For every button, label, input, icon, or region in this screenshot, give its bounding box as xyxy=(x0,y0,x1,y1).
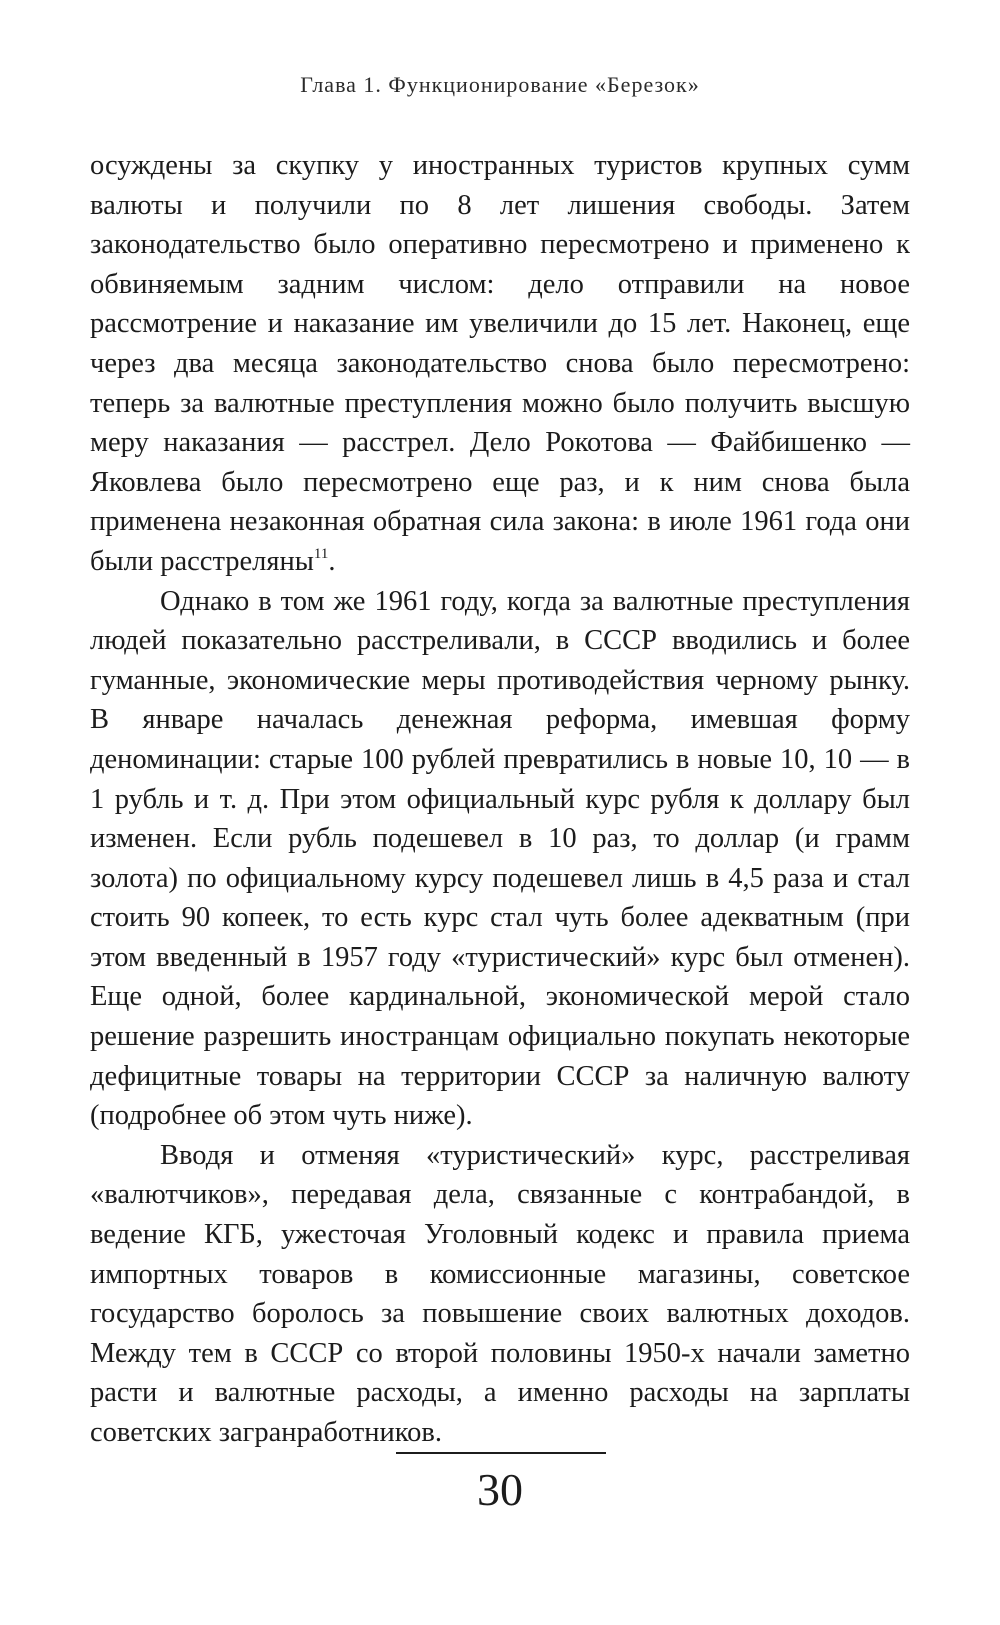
body-text xyxy=(90,146,910,1453)
folio-rule xyxy=(396,1452,606,1454)
paragraph-tail: . xyxy=(328,545,336,577)
running-head: Глава 1. Функционирование «Березок» xyxy=(300,72,700,97)
paragraph-text: осуждены за скупку у иностранных туристов крупных сумм валюты и получили по 8 лет лишения свободы. Затем законодательство было оперативно пересмотрено и применено к обвиняемым задним числом: дело отправили на новое рассмотрение и наказание им увеличили до 15 лет. Наконец, еще через два месяца законодательство снова было пересмотрено: теперь за валютные преступления можно было получить высшую меру наказания — расстрел. Дело Рокотова — Файбишенко — Яковлева было пересмотрено еще раз, и к ним снова была применена незаконная обратная сила закона: в июле 1961 года они были расстреляны xyxy=(90,150,910,577)
paragraph: Вводя и отменяя «туристический» курс, расстреливая «валютчиков», передавая дела, связанные с контрабандой, в ведение КГБ, ужесточая Уголовный кодекс и правила приема импортных товаров в комиссионные магазины, советское государство боролось за повышение своих валютных доходов. Между тем в СССР со второй половины 1950-х начали заметно расти и валютные расходы, а именно расходы на зарплаты советских загранработников. xyxy=(90,1139,910,1448)
paragraph: Однако в том же 1961 году, когда за валютные преступления людей показательно расстреливали, в СССР вводились и более гуманные, экономические меры противодействия черному рынку. В январе началась денежная реформа, имевшая форму деноминации: старые 100 рублей превратились в новые 10, 10 — в 1 рубль и т. д. При этом официальный курс рубля к доллару был изменен. Если рубль подешевел в 10 раз, то доллар (и грамм золота) по официальному курсу подешевел лишь в 4,5 раза и стал стоить 90 копеек, то есть курс стал чуть более адекватным (при этом введенный в 1957 году «туристический» курс был отменен). Еще одной, более кардинальной, экономической мерой стало решение разрешить иностранцам официально покупать некоторые дефицитные товары на территории СССР за наличную валюту (подробнее об этом чуть ниже). xyxy=(90,585,910,1132)
footnote-ref[interactable]: 11 xyxy=(313,545,329,562)
page-number: 30 xyxy=(477,1464,523,1515)
paragraph-continued xyxy=(90,146,910,582)
